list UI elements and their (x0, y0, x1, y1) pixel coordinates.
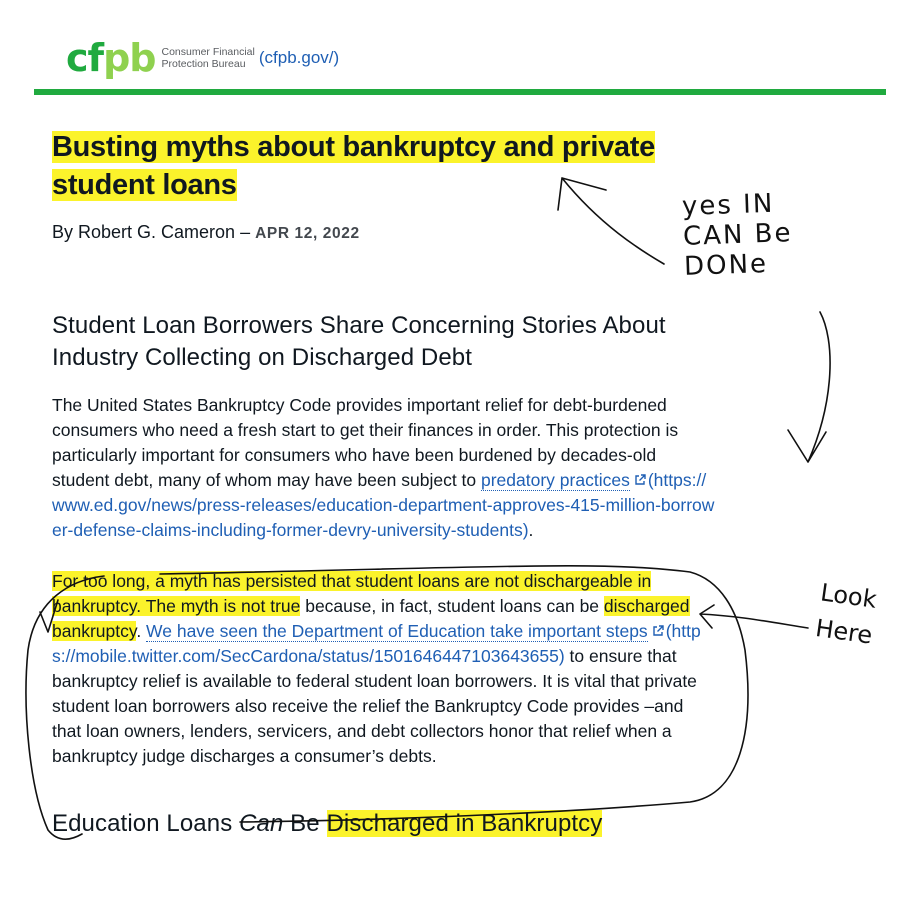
section-heading-2: Education Loans Can Be Discharged in Bankruptcy (52, 810, 603, 837)
article (52, 128, 717, 840)
byline: By Robert G. Cameron – APR 12, 2022 (52, 222, 360, 242)
publish-date: APR 12, 2022 (255, 225, 360, 242)
author: By Robert G. Cameron (52, 222, 236, 242)
site-header (66, 38, 339, 78)
paragraph-1: The United States Bankruptcy Code provides important relief for debt-burdened consumers who need a fresh start to get their finances in order. This protection is particularly important for consumers who have been burdened by decades-old student debt, many of whom may have been subject to predatory practices (https://www.ed.gov/news/press-releases/education-department-approves-415-million-borrower-defense-claims-including-former-devry-university-students). (52, 395, 715, 540)
agency-name: Consumer Financial Protection Bureau (161, 46, 255, 70)
handwritten-note-1: yes IN CAN Be DONe (681, 188, 793, 282)
cfpb-logo[interactable]: cfpb (66, 36, 156, 80)
external-link-icon (652, 625, 664, 637)
external-link-icon (634, 474, 646, 486)
curved-arrow-down (788, 312, 830, 462)
paragraph-2: For too long, a myth has persisted that student loans are not dischargeable in bankruptcy. The myth is not true because, in fact, student loans can be discharged bankruptcy. We have seen the Department of Education take important steps (https://mobile.twitter.com/SecCardona/status/1501646447103643655) to ensure that bankruptcy relief is available to federal student loan borrowers. It is vital that private student loan borrowers also receive the relief the Bankruptcy Code provides –and that loan owners, lenders, servicers, and debt collectors honor that relief when a bankruptcy judge discharges a consumer’s debts. (52, 571, 701, 766)
link-url: (https://mobile.twitter.com/SecCardona/status/1501646447103643655) (52, 621, 701, 666)
link-url: (https://www.ed.gov/news/press-releases/education-department-approves-415-million-borrower-defense-claims-including-former-devry-university-students) (52, 470, 715, 540)
section-heading-1: Student Loan Borrowers Share Concerning Stories About Industry Collecting on Discharged Debt (52, 312, 666, 371)
site-url-link[interactable]: (cfpb.gov/) (258, 48, 340, 67)
handwritten-note-2: Look Here (813, 578, 879, 650)
article-title: Busting myths about bankruptcy and private student loans (52, 131, 655, 201)
department-of-education-link[interactable]: We have seen the Department of Education take important steps (146, 621, 648, 641)
predatory-practices-link[interactable]: predatory practices (481, 470, 630, 490)
header-divider (34, 89, 886, 95)
